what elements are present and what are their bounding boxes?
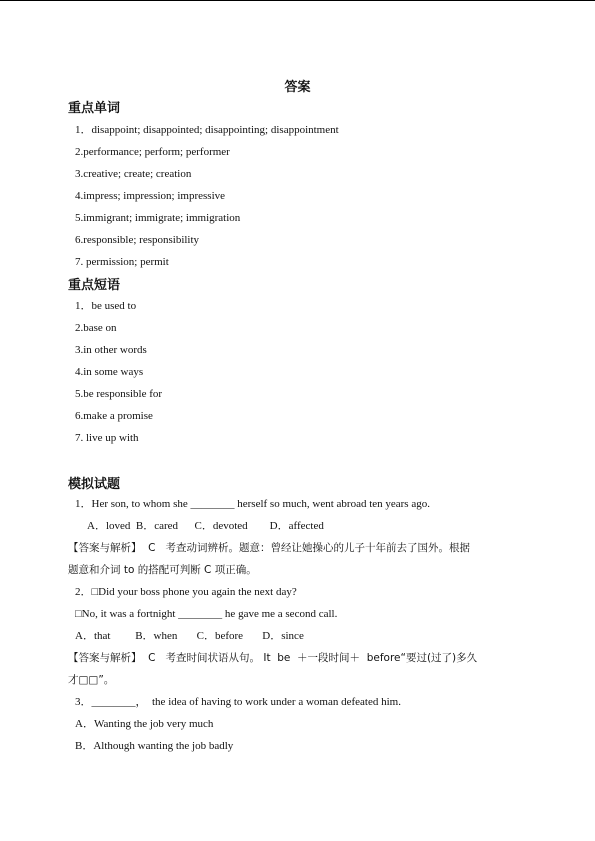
question-option: B．Although wanting the job badly	[75, 740, 234, 752]
list-item: 6.responsible; responsibility	[75, 234, 200, 246]
answer-analysis: 题意和介词 to 的搭配可判断 C 项正确。	[68, 564, 257, 576]
list-item: 1．disappoint; disappointed; disappointing; disappointment	[75, 124, 339, 136]
list-item: 4.in some ways	[75, 366, 144, 378]
section-heading-key-phrases: 重点短语	[68, 278, 121, 293]
answer-analysis: 【答案与解析】 C 考查动词辨析。题意：曾经让她操心的儿子十年前去了国外。根据	[68, 542, 471, 554]
list-item: 3.in other words	[75, 344, 147, 356]
answer-analysis: 才□□”。	[68, 674, 115, 686]
list-item: 2.performance; perform; performer	[75, 146, 230, 158]
list-item: 6.make a promise	[75, 410, 153, 422]
question-stem: 1．Her son, to whom she ________ herself so much, went abroad ten years ago.	[75, 498, 430, 510]
list-item: 4.impress; impression; impressive	[75, 190, 226, 202]
list-item: 7. permission; permit	[75, 256, 169, 268]
list-item: 7. live up with	[75, 432, 139, 444]
list-item: 3.creative; create; creation	[75, 168, 192, 180]
list-item: 1．be used to	[75, 300, 137, 312]
question-options: A．that B．when C．before D．since	[75, 630, 304, 642]
top-rule	[0, 0, 595, 1]
question-options: A．loved B．cared C．devoted D．affected	[87, 520, 324, 532]
list-item: 5.immigrant; immigrate; immigration	[75, 212, 241, 224]
question-stem: 2．□Did your boss phone you again the next day?	[75, 586, 297, 598]
page-title: 答案	[284, 80, 311, 95]
answer-analysis: 【答案与解析】 C 考查时间状语从句。 It be ＋一段时间＋ before“要过(过了)多久	[68, 652, 478, 664]
question-stem: 3．________， the idea of having to work under a woman defeated him.	[75, 696, 401, 708]
question-stem-line: □No, it was a fortnight ________ he gave me a second call.	[75, 608, 338, 620]
section-heading-key-words: 重点单词	[68, 101, 121, 116]
list-item: 2.base on	[75, 322, 117, 334]
question-option: A．Wanting the job very much	[75, 718, 214, 730]
list-item: 5.be responsible for	[75, 388, 163, 400]
section-heading-mock-questions: 模拟试题	[68, 477, 121, 492]
